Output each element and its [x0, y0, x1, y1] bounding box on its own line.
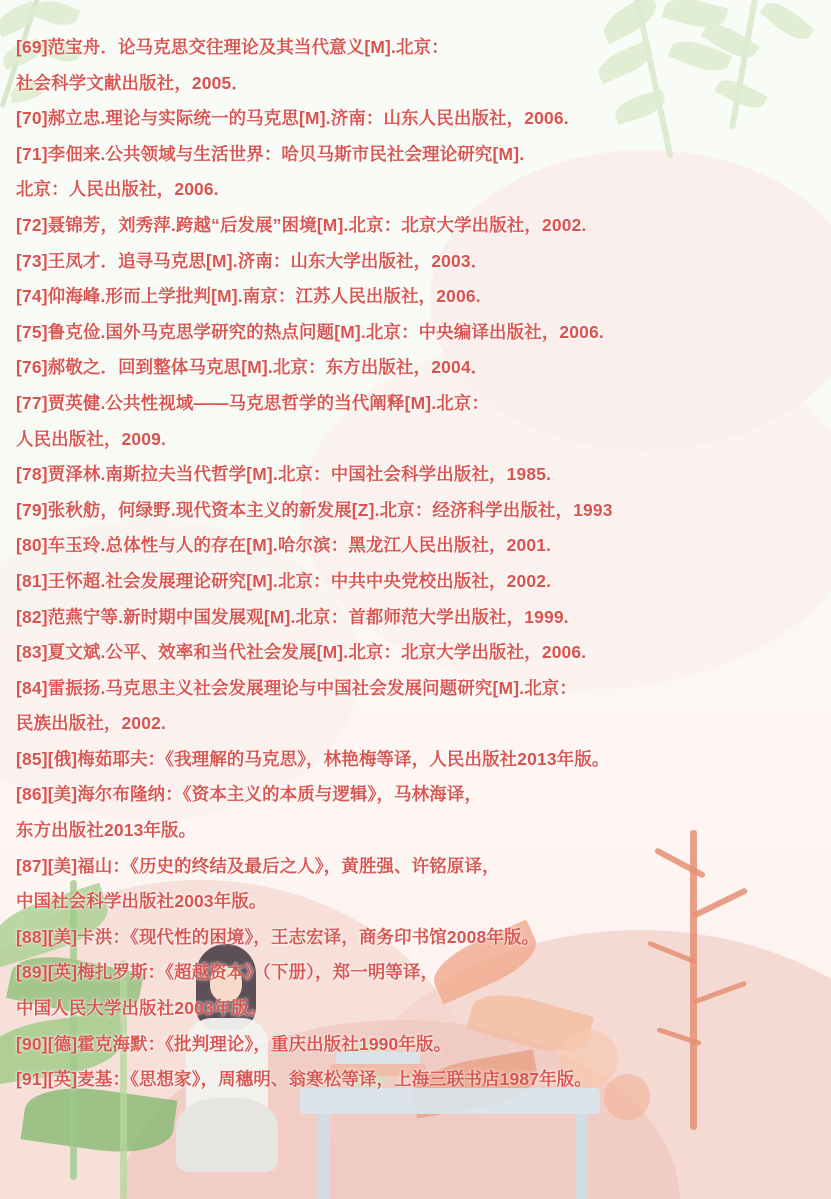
reference-line: [69]范宝舟．论马克思交往理论及其当代意义[M].北京：: [16, 37, 449, 57]
reference-line: 中国社会科学出版社2003年版。: [16, 891, 267, 912]
reference-line: [80]车玉玲.总体性与人的存在[M].哈尔滨：黑龙江人民出版社，2001.: [16, 535, 552, 556]
reference-line: [82]范燕宁等.新时期中国发展观[M].北京：首都师范大学出版社，1999.: [16, 606, 569, 627]
reference-line: 中国人民大学出版社2003年版。: [16, 998, 267, 1019]
reference-line: [71]李佃来.公共领域与生活世界：哈贝马斯市民社会理论研究[M].: [16, 143, 525, 164]
reference-line: [89][英]梅扎罗斯：《超越资本》（下册），郑一明等译，: [16, 962, 439, 983]
reference-line: [77]贾英健.公共性视域——马克思哲学的当代阐释[M].北京：: [16, 392, 490, 413]
reference-line: [81]王怀超.社会发展理论研究[M].北京：中共中央党校出版社，2002.: [16, 570, 552, 591]
reference-line: 北京：人民出版社，2006.: [16, 179, 219, 200]
reference-line: 民族出版社，2002.: [16, 713, 167, 734]
reference-line: [79]张秋舫，何绿野.现代资本主义的新发展[Z].北京：经济科学出版社，1993: [16, 499, 613, 520]
reference-line: [88][美]卡洪：《现代性的困境》，王志宏译，商务印书馆2008年版。: [16, 926, 540, 947]
reference-line: [70]郝立忠.理论与实际统一的马克思[M].济南：山东人民出版社，2006.: [16, 108, 569, 129]
reference-line: [78]贾泽林.南斯拉夫当代哲学[M].北京：中国社会科学出版社，1985.: [16, 464, 552, 485]
reference-line: 社会科学文献出版社，2005．: [16, 72, 249, 93]
reference-line: [87][美]福山：《历史的终结及最后之人》，黄胜强、许铭原译，: [16, 855, 500, 876]
reference-line: [72]聂锦芳，刘秀萍.跨越“后发展”困境[M].北京：北京大学出版社，2002.: [16, 214, 587, 235]
reference-line: [75]鲁克俭.国外马克思学研究的热点问题[M].北京：中央编译出版社，2006.: [16, 321, 604, 342]
reference-line: [86][美]海尔布隆纳：《资本主义的本质与逻辑》，马林海译，: [16, 784, 483, 805]
reference-line: [74]仰海峰.形而上学批判[M].南京：江苏人民出版社，2006.: [16, 286, 481, 307]
reference-line: [85][俄]梅茹耶夫：《我理解的马克思》，林艳梅等译，人民出版社2013年版。: [16, 748, 610, 769]
reference-line: [76]郝敬之．回到整体马克思[M].北京：东方出版社，2004．: [16, 357, 489, 378]
reference-line: [84]雷振扬.马克思主义社会发展理论与中国社会发展问题研究[M].北京：: [16, 677, 577, 698]
reference-line: [91][英]麦基：《思想家》，周穗明、翁寒松等译，上海三联书店1987年版。: [16, 1069, 592, 1090]
reference-line: [90][德]霍克海默：《批判理论》，重庆出版社1990年版。: [16, 1033, 452, 1054]
reference-line: 人民出版社，2009.: [16, 428, 167, 449]
reference-line: 东方出版社2013年版。: [16, 820, 197, 841]
reference-line: [73]王凤才．追寻马克思[M].济南：山东大学出版社，2003．: [16, 250, 489, 271]
reference-line: [83]夏文斌.公平、效率和当代社会发展[M].北京：北京大学出版社，2006.: [16, 642, 587, 663]
